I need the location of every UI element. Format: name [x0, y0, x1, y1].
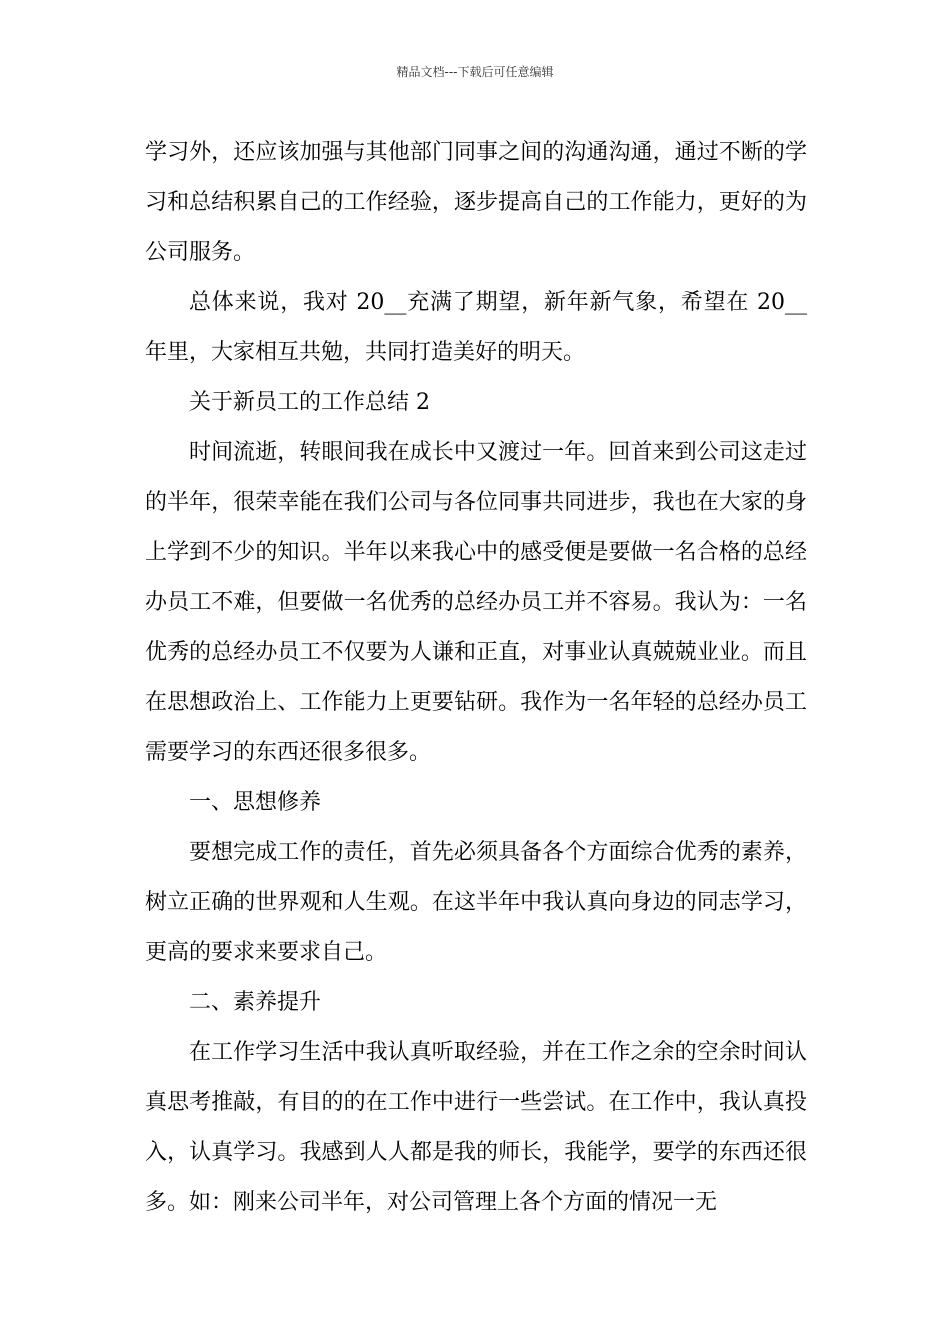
heading-improvement: 二、素养提升 — [189, 990, 322, 1015]
paragraph-4: 要想完成工作的责任，首先必须具备各个方面综合优秀的素养，树立正确的世界观和人生观。在这半年中我认真向身边的同志学习，更高的要求来要求自己。 — [145, 840, 807, 965]
page-header: 精品文档---下载后可任意编辑 — [396, 65, 554, 79]
paragraph-2: 总体来说，我对 20__充满了期望，新年新气象，希望在 20__年里，大家相互共勉，共同打造美好的明天。 — [145, 290, 807, 365]
heading-ideology: 一、思想修养 — [189, 790, 322, 815]
paragraph-3: 时间流逝，转眼间我在成长中又渡过一年。回首来到公司这走过的半年，很荣幸能在我们公司与各位同事共同进步，我也在大家的身上学到不少的知识。半年以来我心中的感受便是要做一名合格的总经办员工不难，但要做一名优秀的总经办员工并不容易。我认为：一名优秀的总经办员工不仅要为人谦和正直，对事业认真兢兢业业。而且在思想政治上、工作能力上更要钻研。我作为一名年轻的总经办员工需要学习的东西还很多很多。 — [145, 440, 807, 765]
section-title: 关于新员工的工作总结 2 — [189, 390, 430, 415]
document-body — [145, 128, 807, 1228]
paragraph-5: 在工作学习生活中我认真听取经验，并在工作之余的空余时间认真思考推敲，有目的的在工作中进行一些尝试。在工作中，我认真投入，认真学习。我感到人人都是我的师长，我能学，要学的东西还很多。如：刚来公司半年，对公司管理上各个方面的情况一无 — [145, 1040, 807, 1215]
paragraph-1: 学习外，还应该加强与其他部门同事之间的沟通沟通，通过不断的学习和总结积累自己的工作经验，逐步提高自己的工作能力，更好的为公司服务。 — [145, 140, 807, 265]
